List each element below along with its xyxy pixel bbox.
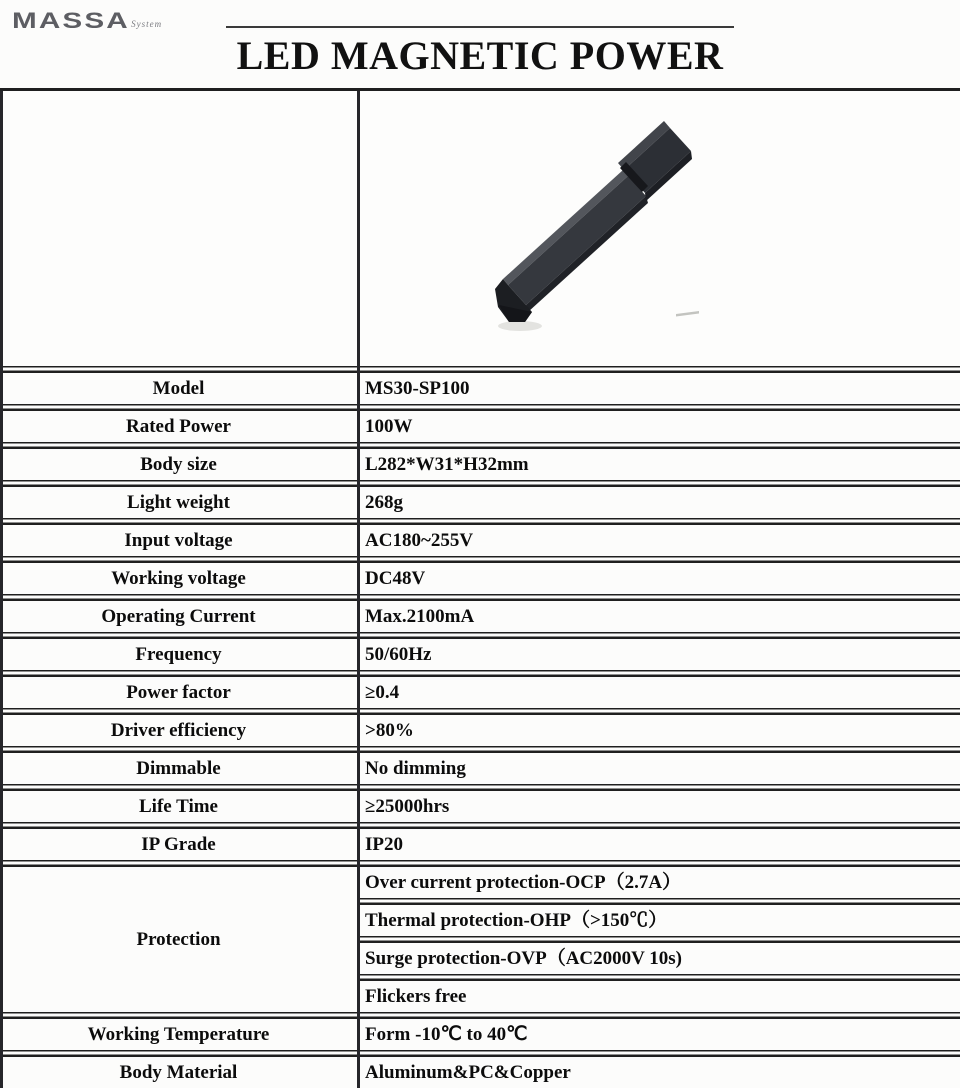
- spec-row: [0, 1057, 960, 1088]
- spec-row: [0, 1019, 960, 1050]
- spec-value: L282*W31*H32mm: [365, 454, 529, 475]
- row-separator: [0, 442, 960, 449]
- product-image-row: [0, 91, 960, 366]
- spec-row: [0, 373, 960, 404]
- spec-label: Frequency: [135, 644, 222, 665]
- spec-row: [0, 601, 960, 632]
- title-block: [226, 0, 734, 82]
- row-separator: [0, 518, 960, 525]
- spec-row: [0, 411, 960, 442]
- spec-label: Light weight: [127, 492, 230, 513]
- spec-row: [0, 525, 960, 556]
- spec-value: DC48V: [365, 568, 426, 589]
- protection-value: Over current protection-OCP（2.7A）: [365, 872, 682, 893]
- product-photo: [358, 93, 958, 365]
- row-separator: [0, 556, 960, 563]
- row-separator: [0, 670, 960, 677]
- spec-label: Life Time: [139, 796, 218, 817]
- spec-label: Working Temperature: [87, 1024, 270, 1045]
- row-separator: [0, 632, 960, 639]
- spec-label: Body size: [140, 454, 217, 475]
- spec-label: Operating Current: [101, 606, 256, 627]
- row-separator: [0, 746, 960, 753]
- spec-row: [0, 791, 960, 822]
- protection-value: Surge protection-OVP（AC2000V 10s): [365, 948, 682, 969]
- protection-value: Thermal protection-OHP（>150℃）: [365, 910, 668, 931]
- spec-label: IP Grade: [141, 834, 216, 855]
- spec-rows-top: [0, 366, 960, 860]
- row-separator: [0, 594, 960, 601]
- spec-label: Power factor: [126, 682, 231, 703]
- protection-row-separator: [357, 974, 960, 981]
- spec-row: [0, 677, 960, 708]
- spec-value: >80%: [365, 720, 414, 741]
- row-separator: [0, 366, 960, 373]
- page-title: LED MAGNETIC POWER: [236, 33, 724, 78]
- spec-label: Rated Power: [126, 416, 231, 437]
- spec-value: Max.2100mA: [365, 606, 475, 627]
- spec-label: Dimmable: [136, 758, 221, 779]
- spec-rows-tail: [0, 1012, 960, 1088]
- spec-value: IP20: [365, 834, 403, 855]
- spec-row: [0, 753, 960, 784]
- spec-value: 50/60Hz: [365, 644, 432, 665]
- spec-row: [0, 639, 960, 670]
- spec-row: [0, 829, 960, 860]
- spec-value: 100W: [365, 416, 413, 437]
- row-separator: [0, 1050, 960, 1057]
- row-separator: [0, 404, 960, 411]
- spec-value: ≥25000hrs: [365, 796, 450, 817]
- spec-row: [0, 715, 960, 746]
- row-separator: [0, 1012, 960, 1019]
- spec-value: No dimming: [365, 758, 466, 779]
- protection-row-separator: [357, 898, 960, 905]
- spec-label: Driver efficiency: [110, 720, 247, 741]
- brand-logo: [12, 8, 162, 40]
- spec-table: [0, 88, 960, 1088]
- table-column-divider: [357, 91, 360, 1088]
- protection-values: [357, 867, 960, 1012]
- table-left-border: [0, 91, 3, 1088]
- row-separator: [0, 708, 960, 715]
- spec-label: Input voltage: [124, 530, 233, 551]
- row-separator: [0, 822, 960, 829]
- spec-row: [0, 449, 960, 480]
- row-separator: [0, 784, 960, 791]
- spec-value: 268g: [365, 492, 403, 513]
- brand-logo-subtext: System: [131, 19, 163, 29]
- spec-label: Model: [152, 378, 205, 399]
- spec-value: Form -10℃ to 40℃: [365, 1024, 528, 1045]
- spec-value: AC180~255V: [365, 530, 474, 551]
- row-separator: [0, 860, 960, 867]
- spec-value: Aluminum&PC&Copper: [365, 1062, 571, 1083]
- protection-row-separator: [357, 936, 960, 943]
- spec-label: Working voltage: [111, 568, 246, 589]
- protection-label: Protection: [136, 928, 221, 950]
- spec-label: Body Material: [119, 1062, 238, 1083]
- spec-value: MS30-SP100: [365, 378, 470, 399]
- spec-value: ≥0.4: [365, 682, 400, 703]
- protection-value: Flickers free: [365, 986, 467, 1007]
- spec-row: [0, 563, 960, 594]
- brand-logo-text: MASSA: [12, 8, 130, 33]
- protection-block: [0, 867, 960, 1012]
- sheet-header: [0, 0, 960, 88]
- row-separator: [0, 480, 960, 487]
- spec-row: [0, 487, 960, 518]
